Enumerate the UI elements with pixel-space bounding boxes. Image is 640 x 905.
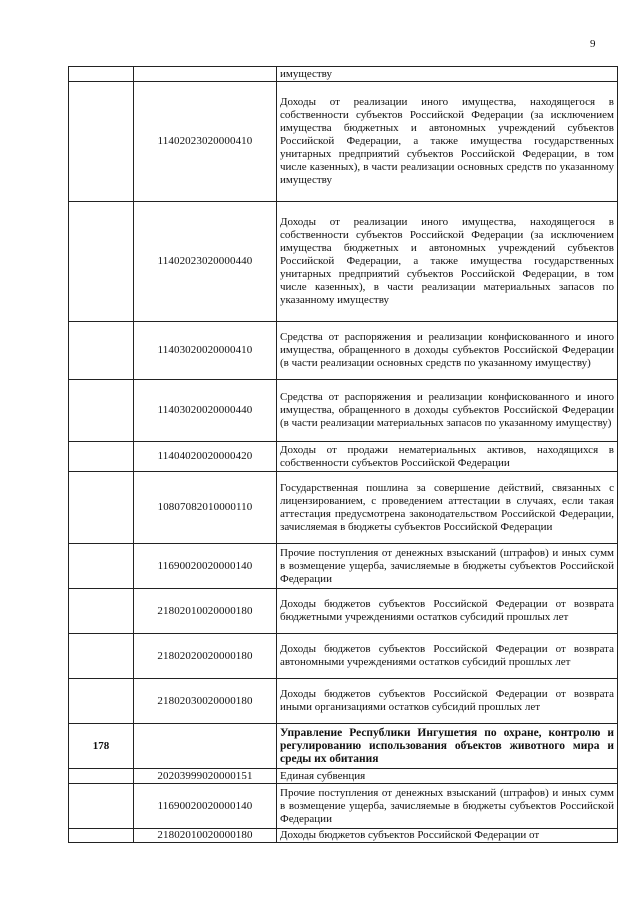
table-row [69,634,618,679]
revenue-code-cell [134,67,277,82]
revenue-description-cell: Прочие поступления от денежных взысканий (штрафов) и иных сумм в возмещение ущерба, зачисляемые в бюджеты субъектов Российской Федерации [277,544,618,589]
admin-code-cell [69,769,134,784]
revenue-description-cell: Доходы от продажи нематериальных активов, находящихся в собственности субъектов Российской Федерации [277,442,618,472]
admin-code-cell [69,322,134,380]
table-row [69,67,618,82]
table-row [69,322,618,380]
table-row [69,472,618,544]
administrator-name-cell: Управление Республики Ингушетия по охране, контролю и регулированию использования объектов животного мира и среды их обитания [277,724,618,769]
revenue-description-cell: Доходы от реализации иного имущества, находящегося в собственности субъектов Российской Федерации (за исключением имущества бюджетных и автономных учреждений субъектов Российской Федерации, а также имущества государственных унитарных предприятий субъектов Российской Федерации, в том числе казенных), в части реализации основных средств по указанному имуществу [277,82,618,202]
revenue-code-cell: 20203999020000151 [134,769,277,784]
revenue-code-cell: 11404020020000420 [134,442,277,472]
revenue-code-cell: 11402023020000440 [134,202,277,322]
table-row [69,380,618,442]
revenue-description-cell: Доходы бюджетов субъектов Российской Федерации от [277,829,618,843]
revenue-description-cell: Средства от распоряжения и реализации конфискованного и иного имущества, обращенного в доходы субъектов Российской Федерации (в части реализации материальных запасов по указанному имуществу) [277,380,618,442]
revenue-code-cell: 11690020020000140 [134,544,277,589]
admin-code-cell [69,634,134,679]
revenue-code-cell: 21802020020000180 [134,634,277,679]
revenue-description-cell: Доходы бюджетов субъектов Российской Федерации от возврата автономными учреждениями остатков субсидий прошлых лет [277,634,618,679]
admin-code-cell [69,544,134,589]
revenue-code-cell: 21802010020000180 [134,829,277,843]
admin-code-cell: 178 [69,724,134,769]
admin-code-cell [69,67,134,82]
admin-code-cell [69,202,134,322]
revenue-code-cell: 10807082010000110 [134,472,277,544]
page-number: 9 [590,38,596,50]
admin-code-cell [69,82,134,202]
table-row [69,202,618,322]
admin-code-cell [69,829,134,843]
revenue-code-cell: 11402023020000410 [134,82,277,202]
revenue-code-cell: 11403020020000410 [134,322,277,380]
admin-code-cell [69,472,134,544]
revenue-description-cell: имуществу [277,67,618,82]
admin-code-cell [69,679,134,724]
admin-code-cell [69,784,134,829]
revenue-code-cell: 21802010020000180 [134,589,277,634]
revenue-code-cell: 21802030020000180 [134,679,277,724]
revenue-codes-table [68,66,618,843]
revenue-description-cell: Прочие поступления от денежных взысканий (штрафов) и иных сумм в возмещение ущерба, зачисляемые в бюджеты субъектов Российской Федерации [277,784,618,829]
table-row [69,679,618,724]
revenue-description-cell: Доходы бюджетов субъектов Российской Федерации от возврата иными организациями остатков субсидий прошлых лет [277,679,618,724]
table-row [69,829,618,843]
admin-code-cell [69,589,134,634]
revenue-code-cell [134,724,277,769]
table-row [69,589,618,634]
revenue-description-cell: Государственная пошлина за совершение действий, связанных с лицензированием, с проведением аттестации в случаях, если такая аттестация предусмотрена законодательством Российской Федерации, зачисляемая в бюджеты субъектов Российской Федерации [277,472,618,544]
table-row [69,769,618,784]
table-row [69,544,618,589]
table-row [69,82,618,202]
revenue-description-cell: Средства от распоряжения и реализации конфискованного и иного имущества, обращенного в доходы субъектов Российской Федерации (в части реализации основных средств по указанному имуществу) [277,322,618,380]
table-row [69,442,618,472]
admin-code-cell [69,442,134,472]
revenue-code-cell: 11690020020000140 [134,784,277,829]
section-heading-row [69,724,618,769]
revenue-description-cell: Доходы бюджетов субъектов Российской Федерации от возврата бюджетными учреждениями остатков субсидий прошлых лет [277,589,618,634]
revenue-description-cell: Единая субвенция [277,769,618,784]
revenue-description-cell: Доходы от реализации иного имущества, находящегося в собственности субъектов Российской Федерации (за исключением имущества бюджетных и автономных учреждений субъектов Российской Федерации, а также имущества государственных унитарных предприятий субъектов Российской Федерации, в том числе казенных), в части реализации материальных запасов по указанному имуществу [277,202,618,322]
table-row [69,784,618,829]
admin-code-cell [69,380,134,442]
revenue-code-cell: 11403020020000440 [134,380,277,442]
